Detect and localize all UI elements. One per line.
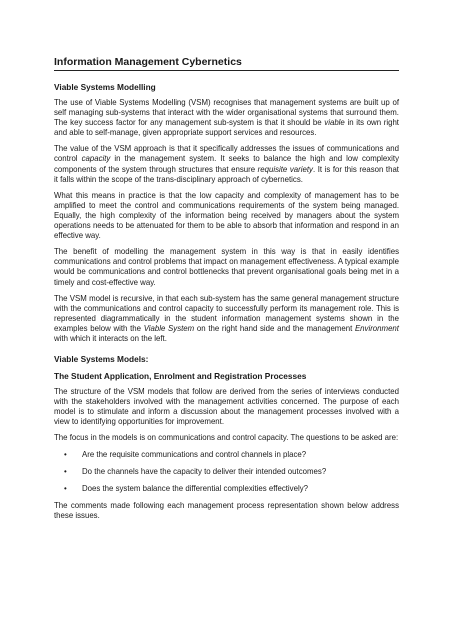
document-title: Information Management Cybernetics [54,56,399,71]
list-item: • Are the requisite communications and control channels in place? [64,449,307,459]
paragraph-vsm-practice: What this means in practice is that the low capacity and complexity of management has to be amplified to meet the control and communications requirements of the system being managed. Equally, the high complexity of the information being received by managers about the system operations needs to be attenuated for them to be able to absorb that information and respond in an effective way. [54,190,399,241]
paragraph-models-comments: The comments made following each management process representation shown below address these issues. [54,500,399,520]
paragraph-vsm-intro: The use of Viable Systems Modelling (VSM) recognises that management systems are built up of self managing sub-systems that interact with the wider organisational systems that surround them. The key success factor for any management sub-system is that it should be viable in its own right and able to self-manage, given appropriate support services and resources. [54,98,399,138]
paragraph-vsm-recursive: The VSM model is recursive, in that each sub-system has the same general management structure with the communications and control capacity to successfully perform its management role. This is represented diagrammatically in the student information management systems shown in the examples below with the Viable System on the right hand side and the management Environment with which it interacts on the left. [54,293,399,343]
bullet-marker: • [64,483,67,493]
bullet-marker: • [64,466,67,476]
section-heading-vsm: Viable Systems Modelling [54,82,156,92]
paragraph-vsm-benefit: The benefit of modelling the management system in this way is that in easily identifies communications and control problems that impact on management effectiveness. A typical example would be communications and control bottlenecks that prevent organisational goals being met in a timely and cost-effective way. [54,247,399,287]
paragraph-models-structure: The structure of the VSM models that follow are derived from the series of interviews conducted with the stakeholders involved with the management activities concerned. The purpose of each model is to stimulate and inform a discussion about the management processes involved with a view to identifying opportunities for improvement. [54,387,399,427]
paragraph-vsm-value: The value of the VSM approach is that it specifically addresses the issues of communications and control capacity in the management system. It seeks to balance the high and low complexity components of the system through structures that ensure requisite variety. It is for this reason that it falls within the scope of the trans-disciplinary approach of cybernetics. [54,144,399,184]
section-heading-models: Viable Systems Models: [54,354,149,365]
list-item: • Does the system balance the differential complexities effectively? [64,483,308,493]
subsection-heading-processes: The Student Application, Enrolment and Registration Processes [54,371,307,382]
list-item: • Do the channels have the capacity to deliver their intended outcomes? [64,466,327,476]
question-list [54,450,399,494]
paragraph-models-focus: The focus in the models is on communications and control capacity. The questions to be asked are: [54,433,399,443]
bullet-marker: • [64,449,67,459]
